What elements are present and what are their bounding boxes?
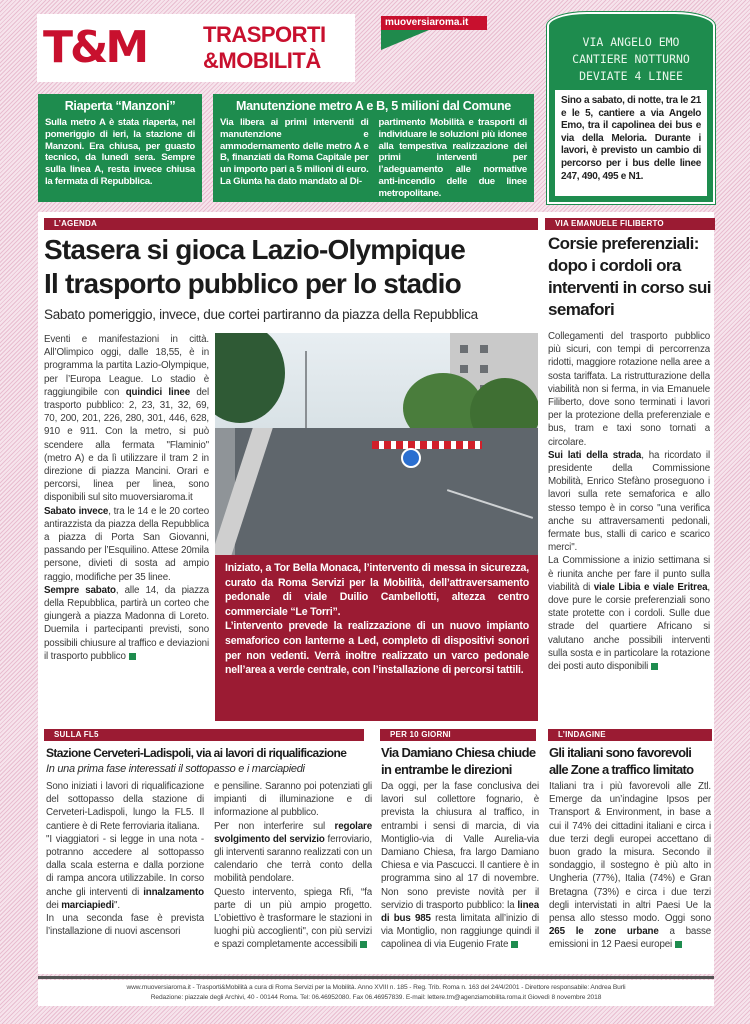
text: resta limitata all’inizio di via Montiglio, non raggiunge quindi il capolinea di via Eugenio Frate [381, 913, 539, 951]
paragraph [44, 584, 209, 663]
section-label-indagine: L’INDAGINE [548, 729, 712, 741]
road-sign-box [547, 12, 715, 204]
text: , dove pure le corsie preferenziali sono state protette con i cordoli. Sulle due strade del quartiere Africano si valutano anche possibili interventi sulla sosta e in particolare la rotazione dei posti auto disponibili [548, 581, 710, 673]
text: Questo intervento, spiega Rfi, “fa parte di un più ampio progetto. L’obiettivo è trasformare le stazioni in luoghi più accoglienti", con più servizi e spazi completamente accessibili [214, 886, 372, 951]
masthead-logo [37, 14, 355, 82]
agenda-article-body [44, 333, 209, 723]
filiberto-article-body [548, 330, 710, 723]
fl5-subheadline: In una prima fase interessati il sottopasso e i marciapiedi [46, 763, 305, 775]
end-square-icon [511, 941, 518, 948]
paragraph [548, 449, 710, 555]
end-square-icon [675, 941, 682, 948]
logo-title-line1: TRASPORTI [203, 22, 326, 47]
text: a basse emissioni in 12 Paesi europei [549, 926, 711, 951]
text: ". [114, 899, 120, 911]
paragraph [214, 886, 372, 952]
logo-mark: T&M [43, 22, 147, 73]
news-box-manzoni [38, 94, 202, 202]
paragraph: Sono iniziati i lavori di riqualificazione del sottopasso della stazione di Cerveteri-Ladispoli, lungo la FL5. Il cantiere è di Rete ferroviaria italiana. [46, 781, 204, 832]
bold-text: linea di bus 985 [381, 899, 539, 925]
paragraph [44, 333, 209, 505]
bold-text: viale Libia e viale Eritrea [593, 581, 708, 593]
paragraph [381, 780, 539, 952]
news-box-title: Riaperta “Manzoni” [64, 99, 176, 113]
text: Per non interferire sul [214, 820, 335, 832]
end-square-icon [360, 941, 367, 948]
paragraph: In una seconda fase è prevista l’installazione di nuovi ascensori [46, 913, 204, 938]
bold-text: Sabato invece [44, 505, 109, 517]
text: , alle 14, da piazza della Repubblica, partirà un corteo che giungerà a piazza Madonna di Loreto. Duemila i partecipanti previsti, sono possibili chiusure al traffico e deviazioni il trasporto pubblico [44, 584, 209, 662]
sign-body: Sino a sabato, di notte, tra le 21 e le 5, cantiere a via Angelo Emo, tra il capolinea dei bus e via della Meloria. Durante i lavori, è previsto un cambio di percorso per i bus delle linee 247, 490, 495 e N1. [555, 90, 707, 196]
photo-caption-box [215, 555, 538, 721]
bold-text: regolare svolgimento del servizio [214, 820, 372, 845]
news-box-manutenzione [213, 94, 534, 202]
news-box-title: Manutenzione metro A e B, 5 milioni dal Comune [236, 99, 511, 113]
badge-ribbon-icon [381, 30, 429, 50]
bold-text: Sempre sabato [44, 584, 116, 596]
headline-line: Il trasporto pubblico per lo stadio [44, 268, 461, 299]
paragraph [214, 820, 372, 886]
section-label-filiberto: VIA EMANUELE FILIBERTO [545, 218, 715, 230]
paragraph [44, 505, 209, 584]
text: , ha ricordato il presidente della Commissione Mobilità, Enrico Stefàno proseguono i lavori sulla rete semaforica e allo stesso tempo è in corso "una verifica anche su attraversamenti pedonali, fermate bus, stalli di carico e scarico merci". [548, 449, 710, 554]
text: dei [46, 899, 62, 911]
fl5-headline: Stazione Cerveteri-Ladispoli, via ai lavori di riqualificazione [46, 746, 347, 760]
footer-line: Redazione: piazzale degli Archivi, 40 - 00144 Roma. Tel: 06.46952080. Fax 06.46957839. E-mail: lettere.tm@agenziamobilita.roma.it Giovedì 8 novembre 2018 [150, 994, 602, 1001]
site-url-badge[interactable]: muoversiaroma.it [381, 16, 487, 30]
indagine-headline: Gli italiani sono favorevoli alle Zone a traffico limitato [549, 745, 694, 777]
sign-title-line: DEVIATE 4 LINEE [579, 69, 683, 83]
text: Da oggi, per la fase conclusiva dei lavori sul collettore fognario, è prevista la chiusura al traffico, in entrambi i sensi di marcia, di via Montiglio-via di Valle Aurelia-via Damiano Chiesa, fra largo Damiano Chiesa e via Pascucci. Il cantiere è in programma sino al 17 di novembre. Non sono previste novità per il servizio di trasporto pubblico: la [381, 781, 539, 911]
fl5-column-2 [214, 780, 372, 972]
paragraph [46, 833, 204, 912]
end-square-icon [129, 653, 136, 660]
street-photo [215, 333, 538, 555]
indagine-article-body [549, 780, 711, 972]
news-box-col1: Via libera ai primi interventi di manutenzione e ammodernamento delle metro A e B, finanziati da Roma Capitale per un importo pari a 5 milioni di euro. La Giunta ha dato mandato al Di- [220, 117, 369, 187]
logo-title-line2: &MOBILITÀ [203, 48, 321, 73]
chiesa-article-body [381, 780, 539, 972]
logo-title [203, 22, 351, 74]
main-headline [44, 233, 540, 301]
arrow-sign-icon [401, 448, 421, 468]
caption-paragraph: L’intervento prevede la realizzazione di un nuovo impianto semaforico con lanterne a Led, completo di dispositivi sonori per non vedenti. Verrà inoltre realizzato un varco pedonale nell’area a verde centrale, con l’installazione di percorsi tattili. [225, 620, 529, 677]
text: del trasporto pubblico: 2, 23, 31, 32, 69, 70, 200, 201, 226, 280, 301, 446, 628, 910 e 911. Con la metro, si può scendere alla fermata "Flaminio" (metro A) e da lì utilizzare il tram 2 in direzione di piazza Mancini. Orari e percorsi, linea per linea, sono disponibili sul sito muoversiaroma.it [44, 386, 209, 504]
paragraph [549, 780, 711, 952]
bold-text: Sui lati della strada [548, 449, 642, 461]
news-box-body: Sulla metro A è stata riaperta, nel pomeriggio di ieri, la stazione di Manzoni. Era chiusa, per guasto tecnico, da lunedì sera. Sempre sulla linea A, resta invece chiusa la fermata di Repubblica. [45, 117, 195, 187]
text: Eventi e manifestazioni in città. All’Olimpico oggi, dalle 18,55, è in programma la partita Lazio-Olympique, per l’Europa League. Lo stadio è raggiungibile con [44, 334, 209, 398]
paragraph: e pensiline. Saranno poi potenziati gli impianti di illuminazione e di informazione al pubblico. [214, 781, 372, 819]
bold-text: marciapiedi [61, 899, 115, 911]
bold-text: 265 le zone urbane [549, 926, 659, 938]
section-label-chiesa: PER 10 GIORNI [380, 729, 536, 741]
paragraph: Collegamenti del trasporto pubblico più sicuri, con tempi di percorrenza ridotti, maggiore rotazione nella aree a sosta tariffata. La ristrutturazione della viabilità non si ferma, in via Emanuele Filiberto, dove sono terminati i lavori per la protezione della preferenziale e bus, tram e taxi sono tornati a circolare. [548, 331, 710, 448]
caption-paragraph: Iniziato, a Tor Bella Monaca, l’intervento di messa in sicurezza, curato da Roma Servizi per la Mobilità, dell’attraversamento pedonale di viale Duilio Cambellotti, altezza centro commerciale “Le Torri”. [225, 562, 529, 618]
text: , tra le 14 e le 20 corteo antirazzista da piazza della Repubblica a piazza di Porta San Giovanni, passando per l’Esquilino. Attese 20mila persone, divieti di sosta ad ampio raggio, modifiche per 35 linee. [44, 505, 209, 583]
headline-line: Stasera si gioca Lazio-Olympique [44, 234, 465, 265]
footer-line: www.muoversiaroma.it - Trasporti&Mobilità a cura di Roma Servizi per la Mobilità. Anno XVIII n. 185 - Reg. Trib. Roma n. 163 del 24/4/2001 - Direttore responsabile: Andrea Burli [126, 984, 626, 991]
main-subheadline: Sabato pomeriggio, invece, due cortei partiranno da piazza della Repubblica [44, 307, 478, 322]
end-square-icon [651, 663, 658, 670]
text: ferroviario, gli interventi saranno realizzati con un calendario che terrà conto della mobilità pendolare. [214, 833, 372, 885]
fl5-column-1 [46, 780, 204, 972]
filiberto-headline: Corsie preferenziali: dopo i cordoli ora interventi in corso sui semafori [548, 234, 711, 319]
text: Italiani tra i più favorevoli alle Ztl. Emerge da un’indagine Ipsos per Transport & Environment, in base a cui il 74% dei cittadini italiani e circa i due terzi degli europei accettano di buon grado la misura. Secondo il sondaggio, il sostegno è più alto in Ungheria (77%), Italia (74%) e Gran Bretagna (73%) e circa i due terzi degli intervistati in altri Paesi Ue la pensa allo stesso modo. Oggi sono [549, 781, 711, 925]
news-box-col2: partimento Mobilità e trasporti di individuare le soluzioni più idonee alla tempestiva realizzazione dei primi interventi per l’adeguamento alle normative anti-incendio delle due linee metropolitane. [378, 117, 527, 199]
sign-title [549, 34, 713, 85]
section-label-fl5: SULLA FL5 [44, 729, 364, 741]
text: La Commissione a inizio settimana si è riunita anche per fare il punto sulla viabilità di [548, 555, 710, 593]
footer-divider [38, 976, 714, 979]
bold-text: innalzamento [143, 886, 204, 898]
section-label-agenda: L’AGENDA [44, 218, 538, 230]
colophon-footer [38, 980, 714, 1006]
sign-title-line: CANTIERE NOTTURNO [572, 52, 690, 66]
sign-title-line: VIA ANGELO EMO [582, 35, 680, 49]
chiesa-headline: Via Damiano Chiesa chiude in entrambe le direzioni [381, 745, 536, 777]
paragraph [548, 554, 710, 673]
bold-text: quindici linee [125, 386, 190, 398]
text: "I viaggiatori - si legge in una nota - potranno accedere al sottopasso dalla scala esterna e dalla porzione di rampa ancora utilizzabile. In corso anche gli interventi di [46, 833, 204, 898]
